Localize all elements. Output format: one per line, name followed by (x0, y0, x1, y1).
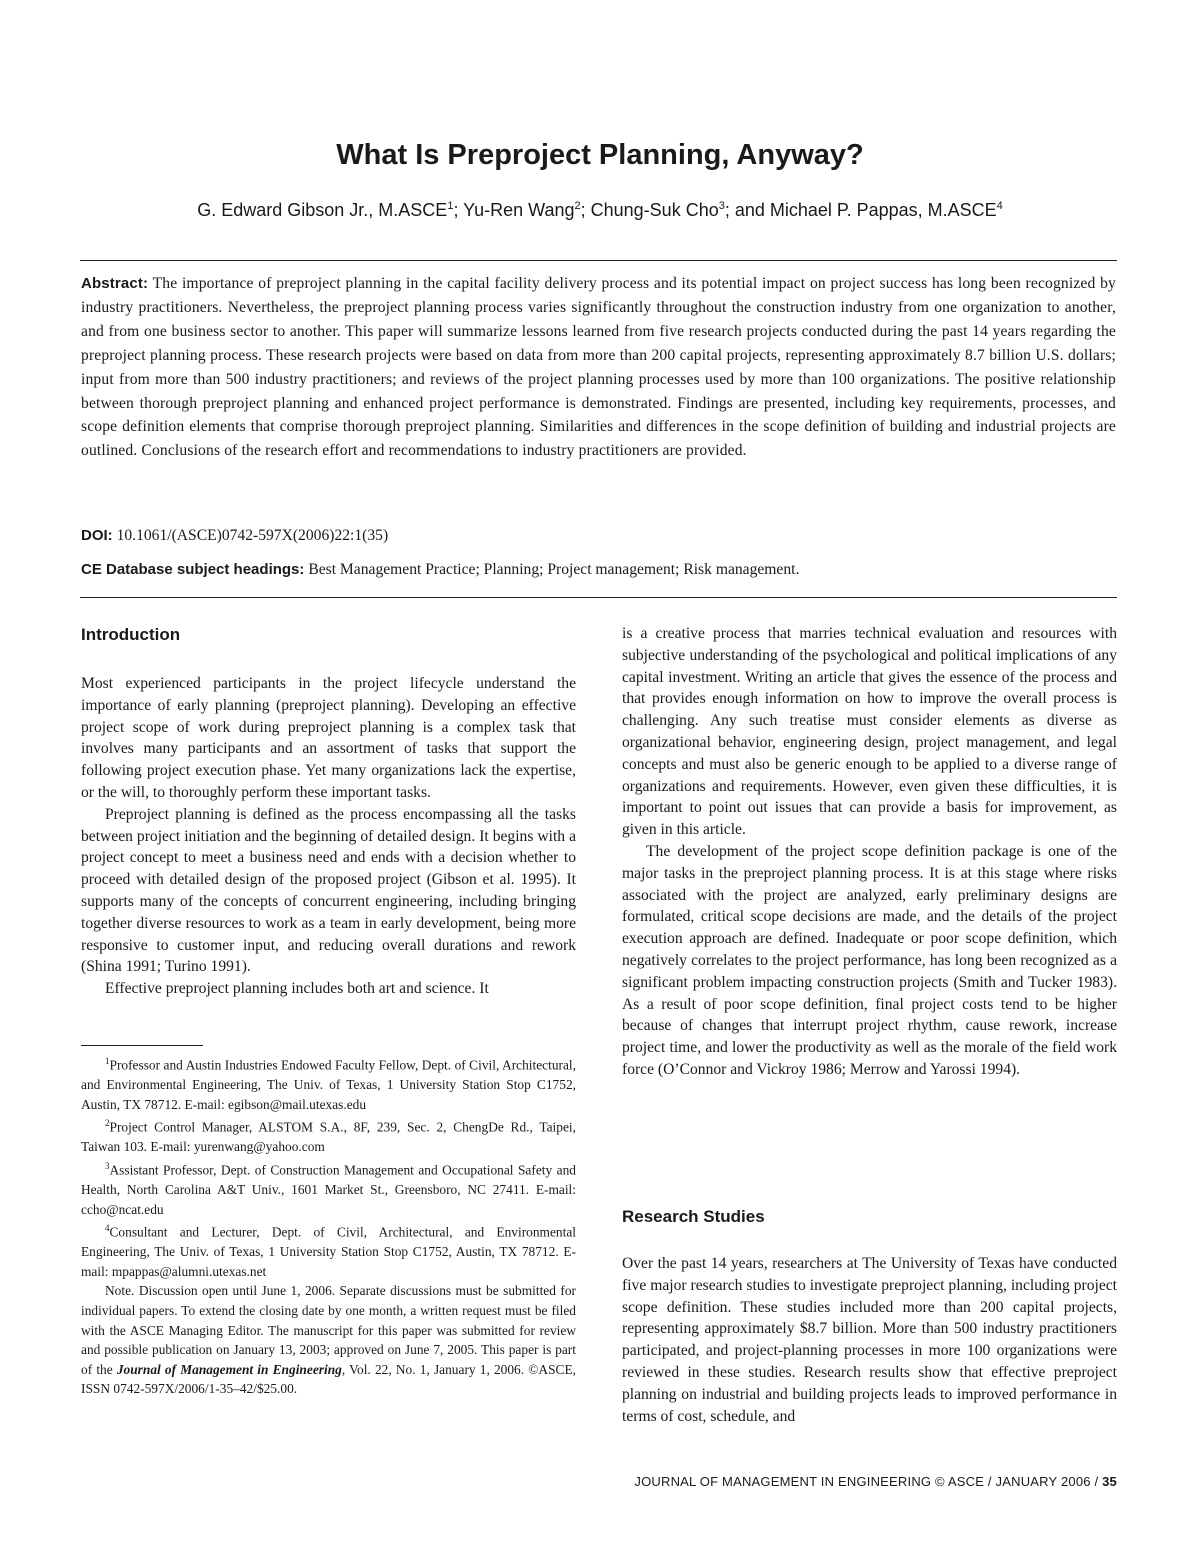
right-paragraph-2: The development of the project scope definition package is one of the major tasks in the preproject planning process. It is at this stage where risks associated with the project are analyzed, early preliminary designs are formulated, critical scope decisions are made, and the details of the project execution approach are defined. Inadequate or poor scope definition, which negatively correlates to the project performance, has long been recognized as a significant problem impacting construction projects (Smith and Tucker 1983). As a result of poor scope definition, final project costs tend to be higher because of changes that interrupt project rhythm, cause rework, increase project time, and lower the productivity as well as the morale of the field work force (O’Connor and Vickroy 1986; Merrow and Yarossi 1994). (622, 842, 1117, 1078)
footnote-3-mark: 3 (105, 1160, 110, 1171)
introduction-heading: Introduction (81, 625, 181, 644)
author-3-mark: 3 (718, 200, 725, 212)
footnote-2 (81, 1114, 576, 1157)
intro-paragraph-2: Preproject planning is defined as the process encompassing all the tasks between project initiation and the beginning of detailed design. It begins with a project concept to meet a business need and ends with a decision whether to proceed with detailed design of the proposed project (Gibson et al. 1995). It supports many of the concepts of concurrent engineering, including bringing together diverse resources to work as a team in early development, being more responsive to customer input, and reducing overall durations and rework (Shina 1991; Turino 1991). (81, 805, 576, 976)
research-studies-heading: Research Studies (622, 1207, 765, 1226)
research-paragraph-1: Over the past 14 years, researchers at The University of Texas have conducted five major research studies to investigate preproject planning, including project scope definition. These studies included more than 200 capital projects, representing approximately $8.7 billion. More than 500 industry practitioners participated, and project-planning processes in more 100 organizations were reviewed in these studies. Research results show that effective preproject planning on industrial and building projects leads to improved performance in terms of cost, schedule, and (622, 1255, 1117, 1425)
note-text-a: Note. Discussion open until June 1, 2006. Separate discussions must be submitted for individual papers. To extend the closing date by one month, a written request must be filed with the ASCE Managing Editor. The manuscript for this paper was submitted for review and possible publication on January 13, 2003; approved on June 7, 2005. This paper is part of the (81, 1283, 576, 1377)
page-number: 35 (1102, 1474, 1117, 1489)
header-rule (80, 260, 1117, 261)
right-column-body (622, 623, 1117, 1081)
research-studies-body (622, 1253, 1117, 1427)
abstract-label: Abstract: (81, 275, 149, 292)
doi (81, 527, 388, 545)
intro-paragraph-3: Effective preproject planning includes both art and science. It (105, 980, 489, 998)
ce-headings-value: Best Management Practice; Planning; Project management; Risk management. (308, 561, 800, 578)
abstract (81, 272, 1116, 463)
footnote-1 (81, 1052, 576, 1114)
intro-paragraph-1: Most experienced participants in the project lifecycle understand the importance of early planning (preproject planning). Developing an effective project scope of work during preproject planning is a complex task that involves many participants and an assortment of tasks that support the following project execution phase. Yet many organizations lack the expertise, or the will, to thoroughly perform these important tasks. (81, 675, 576, 801)
right-paragraph-1: is a creative process that marries technical evaluation and resources with subjective understanding of the psychological and political implications of any capital investment. Writing an article that gives the essence of the process and that provides enough information on how to improve the overall process is challenging. Any such treatise must consider elements as diverse as organizational behavior, engineering design, project management, and legal concepts and must also be generic enough to be applied to a diverse range of organizations and requirements. However, even given these difficulties, it is important to point out issues that can provide a basis for improvement, as given in this article. (622, 625, 1117, 839)
doi-label: DOI: (81, 527, 113, 544)
ce-headings-label: CE Database subject headings: (81, 561, 305, 578)
footer-text: JOURNAL OF MANAGEMENT IN ENGINEERING © ASCE / JANUARY 2006 / (634, 1474, 1103, 1489)
doi-value: 10.1061/(ASCE)0742-597X(2006)22:1(35) (116, 527, 389, 544)
footnote-3-text: Assistant Professor, Dept. of Construction Management and Occupational Safety and Health, North Carolina A&T Univ., 1601 Market St., Greensboro, NC 27411. E-mail: ccho@ncat.edu (81, 1162, 576, 1217)
footnote-1-mark: 1 (105, 1056, 110, 1066)
footnotes (81, 1052, 576, 1399)
author-4-mark: 4 (996, 200, 1003, 212)
footnote-rule (81, 1045, 203, 1046)
footnote-4 (81, 1219, 576, 1281)
introduction-body (81, 673, 576, 1000)
footnote-4-text: Consultant and Lecturer, Dept. of Civil, Architectural, and Environmental Engineering, The Univ. of Texas, 1 University Station Stop C1752, Austin, TX 78712. E-mail: mpappas@alumni.utexas.net (81, 1224, 576, 1279)
author-list (0, 200, 1200, 221)
abstract-text: The importance of preproject planning in the capital facility delivery process and its potential impact on project success has long been recognized by industry practitioners. Nevertheless, the preproject planning process varies significantly throughout the construction industry from one organization to another, and from one business sector to another. This paper will summarize lessons learned from five research projects conducted during the past 14 years regarding the preproject planning process. These research projects were based on data from more than 200 capital projects, representing approximately 8.7 billion U.S. dollars; input from more than 500 industry practitioners; and reviews of the project planning processes used by more than 100 organizations. The positive relationship between thorough preproject planning and enhanced project performance is demonstrated. Findings are presented, including key requirements, processes, and scope definition elements that comprise thorough preproject planning. Similarities and differences in the scope definition of building and industrial projects are outlined. Conclusions of the research effort and recommendations to industry practitioners are provided. (81, 275, 1116, 460)
journal-name: Journal of Management in Engineering (116, 1361, 342, 1377)
author-2-mark: 2 (574, 200, 581, 212)
author-3: ; Chung-Suk Cho (580, 200, 719, 220)
author-2: ; Yu-Ren Wang (453, 200, 575, 220)
author-1: G. Edward Gibson Jr., M.ASCE (197, 200, 448, 220)
page-footer (540, 1474, 1117, 1489)
author-4: ; and Michael P. Pappas, M.ASCE (724, 200, 997, 220)
footnote-2-mark: 2 (105, 1118, 110, 1129)
footnote-2-text: Project Control Manager, ALSTOM S.A., 8F, 239, Sec. 2, ChengDe Rd., Taipei, Taiwan 103. E-mail: yurenwang@yahoo.com (81, 1119, 576, 1155)
note-text-b: , Vol. 22, No. 1, January 1, 2006. ©ASCE, ISSN 0742-597X/2006/1-35–42/$25.00. (81, 1361, 576, 1397)
ce-subject-headings (81, 561, 799, 579)
abstract-rule (80, 597, 1117, 598)
author-1-mark: 1 (447, 200, 454, 212)
publication-note (81, 1281, 576, 1399)
footnote-4-mark: 4 (105, 1223, 110, 1234)
footnote-3 (81, 1157, 576, 1219)
footnote-1-text: Professor and Austin Industries Endowed Faculty Fellow, Dept. of Civil, Architectural, and Environmental Engineering, The Univ. of Texas, 1 University Station Stop C1752, Austin, TX 78712. E-mail: egibson@mail.utexas.edu (81, 1057, 576, 1112)
paper-title: What Is Preproject Planning, Anyway? (336, 139, 864, 171)
